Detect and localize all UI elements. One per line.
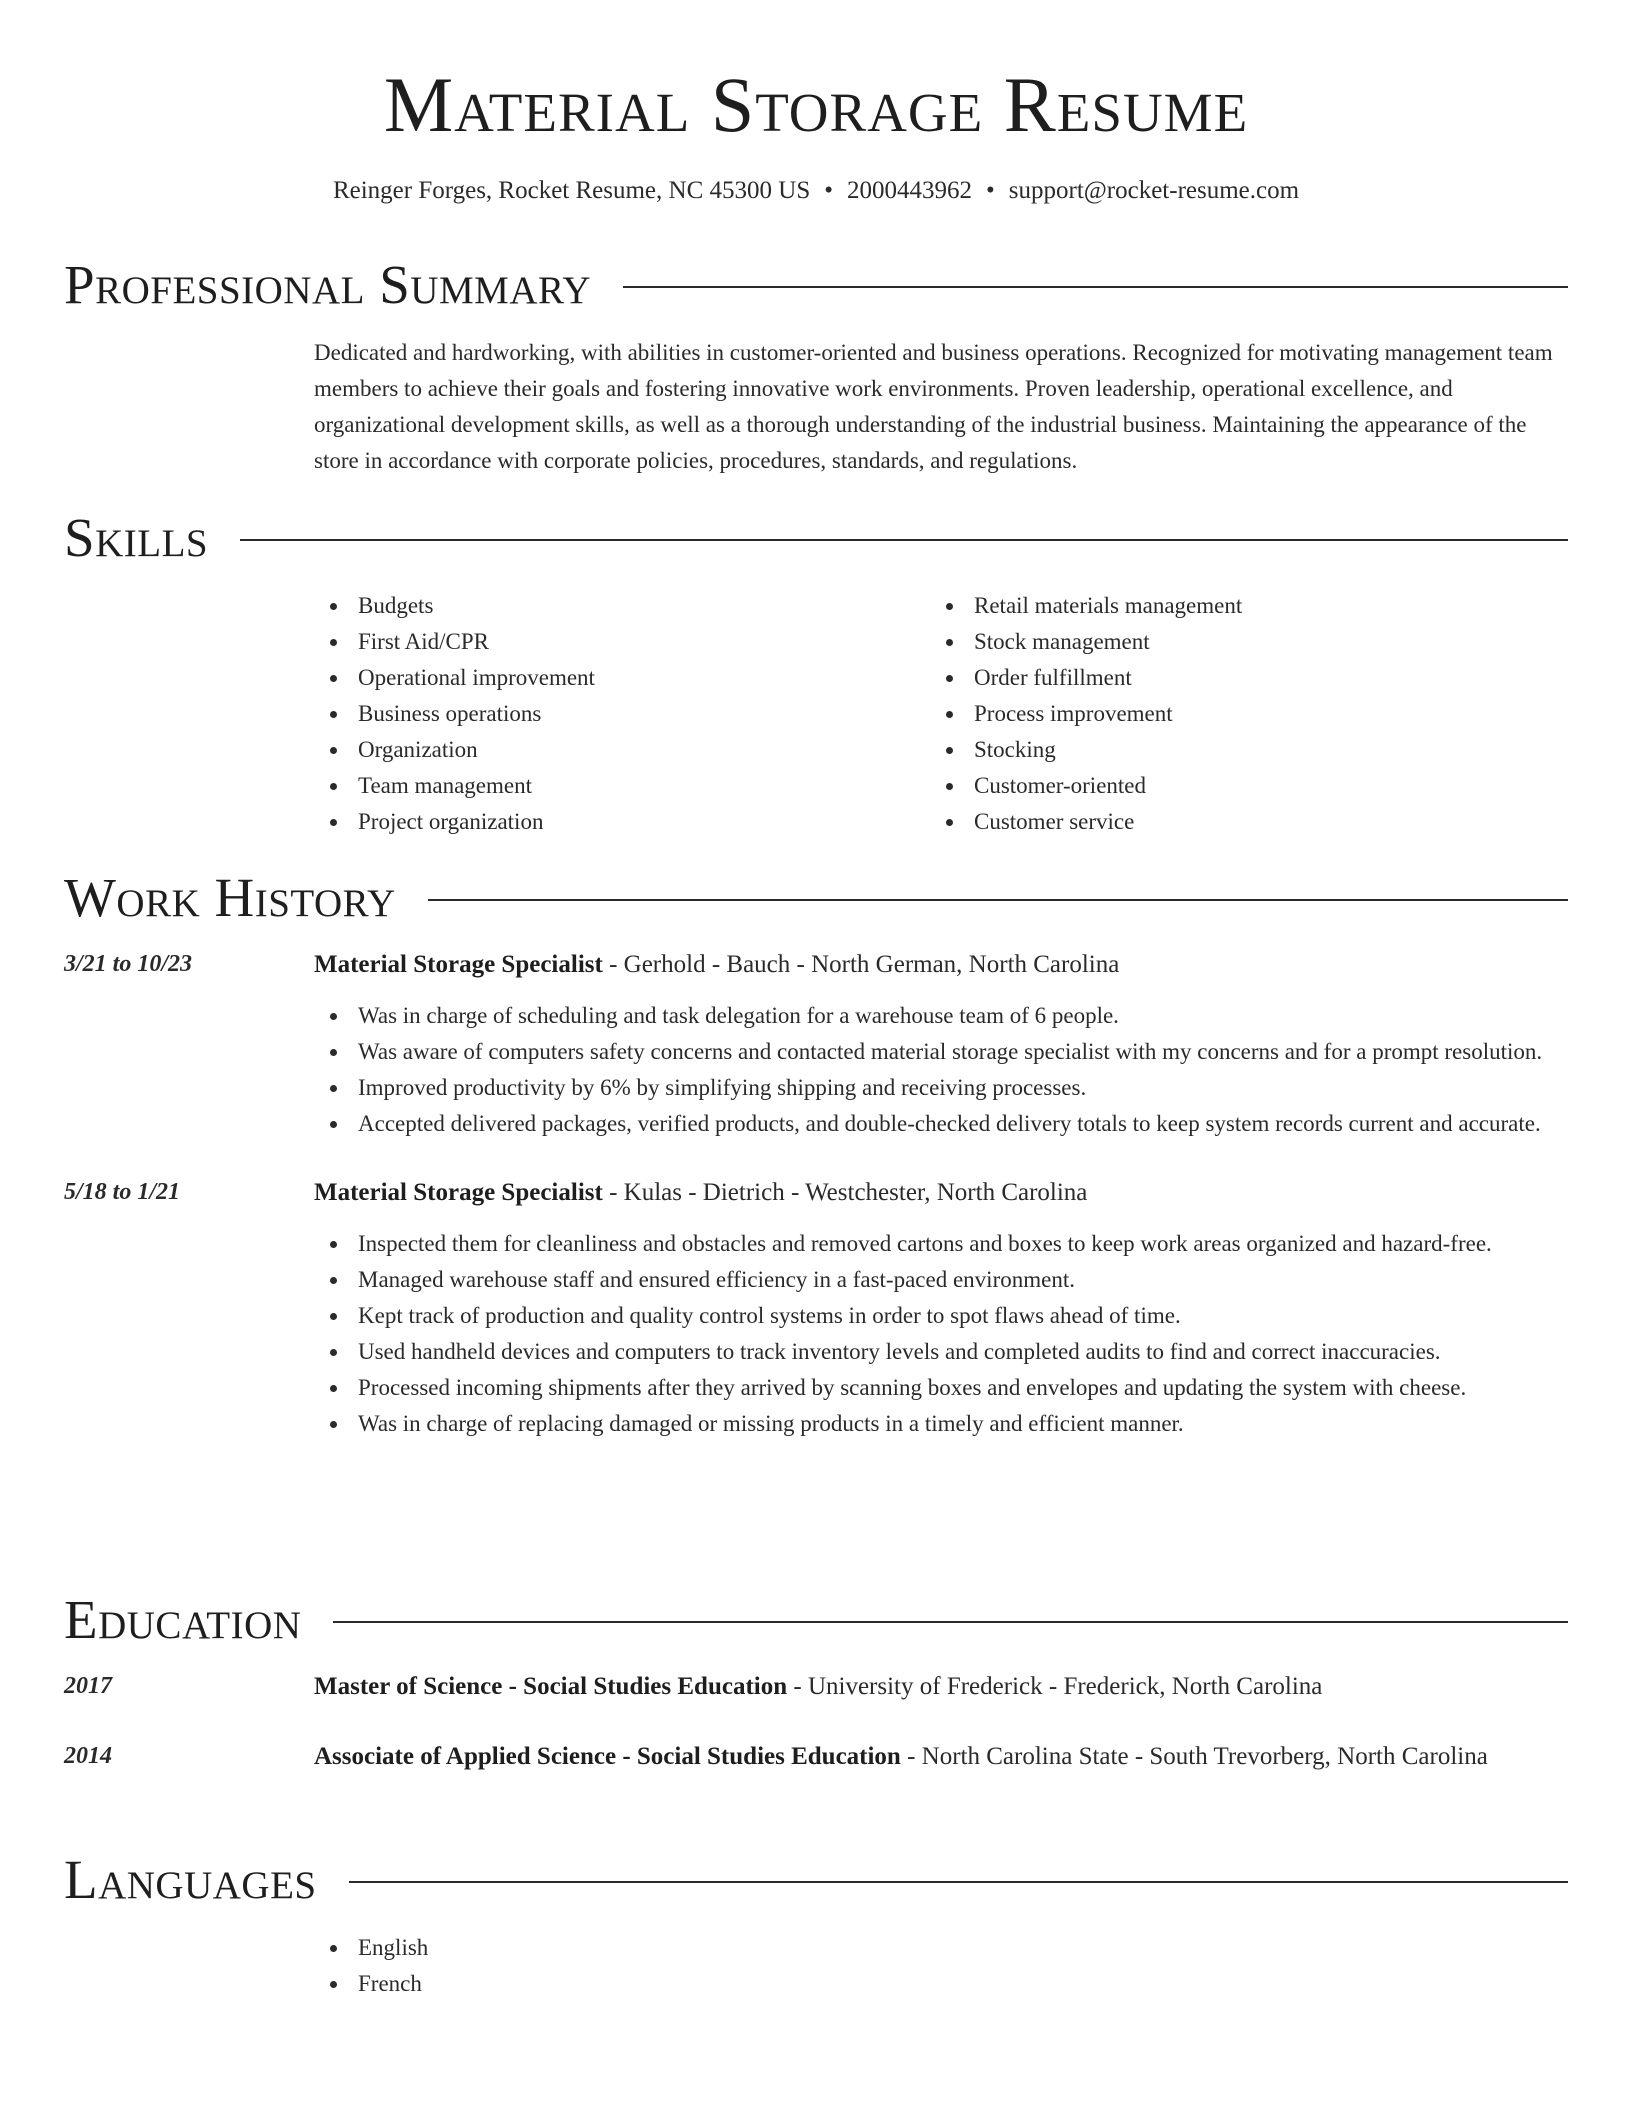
- contact-phone: 2000443962: [847, 177, 972, 204]
- languages-list: [314, 1930, 1568, 2002]
- skill-item: Business operations: [314, 696, 930, 732]
- job-bullet: Used handheld devices and computers to track inventory levels and completed audits to find and correct inaccuracies.: [314, 1334, 1568, 1370]
- work-header: [64, 866, 1568, 930]
- skill-item: Team management: [314, 768, 930, 804]
- work-title: Work History: [64, 867, 396, 928]
- education-degree: Master of Science - Social Studies Education: [314, 1673, 788, 1700]
- education-school: - North Carolina State - South Trevorberg, North Carolina: [900, 1743, 1488, 1770]
- job-headline: [314, 946, 1568, 984]
- job-bullet: Was in charge of scheduling and task delegation for a warehouse team of 6 people.: [314, 998, 1568, 1034]
- resume-title: Material Storage Resume: [383, 61, 1249, 148]
- languages-title: Languages: [64, 1849, 317, 1910]
- section-divider: [623, 286, 1568, 288]
- summary-title: Professional Summary: [64, 254, 592, 315]
- job-date: 5/18 to 1/21: [64, 1179, 181, 1205]
- skills-header: [64, 506, 1568, 570]
- job-bullet: Processed incoming shipments after they arrived by scanning boxes and envelopes and updating the system with cheese.: [314, 1370, 1568, 1406]
- skill-item: Customer service: [930, 804, 1546, 840]
- contact-separator: •: [986, 177, 995, 204]
- summary-header: [64, 253, 1568, 317]
- skills-title: Skills: [64, 507, 209, 568]
- summary-text: Dedicated and hardworking, with abilities in customer-oriented and business operations. Recognized for motivating management team members to achieve their goals and fostering innovative work environments. Proven leadership, operational excellence, and organizational development skills, as well as a thorough understanding of the industrial business. Maintaining the appearance of the store in accordance with corporate policies, procedures, standards, and regulations.: [314, 340, 1553, 473]
- skill-item: Retail materials management: [930, 588, 1546, 624]
- education-headline: [314, 1738, 1568, 1776]
- job-bullets: [314, 1226, 1568, 1442]
- job-bullet: Was in charge of replacing damaged or missing products in a timely and efficient manner.: [314, 1406, 1568, 1442]
- skills-columns: [314, 588, 1568, 840]
- education-entry: [64, 1738, 1568, 1776]
- job-bullet: Inspected them for cleanliness and obstacles and removed cartons and boxes to keep work areas organized and hazard-free.: [314, 1226, 1568, 1262]
- education-header: [64, 1588, 1568, 1652]
- job-date: 3/21 to 10/23: [64, 951, 193, 977]
- skill-item: Stocking: [930, 732, 1546, 768]
- skill-item: Customer-oriented: [930, 768, 1546, 804]
- work-section: [64, 866, 1568, 1442]
- summary-section: [64, 253, 1568, 479]
- skill-item: Stock management: [930, 624, 1546, 660]
- education-section: [64, 1588, 1568, 1776]
- section-divider: [240, 539, 1568, 541]
- job-headline: [314, 1174, 1568, 1212]
- skills-list-left: [314, 588, 930, 840]
- job-entry: [64, 946, 1568, 1142]
- job-entry: [64, 1174, 1568, 1442]
- contact-email: support@rocket-resume.com: [1008, 177, 1300, 204]
- education-date: 2014: [64, 1743, 112, 1769]
- contact-separator: •: [824, 177, 833, 204]
- job-role: Material Storage Specialist: [314, 1179, 603, 1206]
- job-bullet: Improved productivity by 6% by simplifying shipping and receiving processes.: [314, 1070, 1568, 1106]
- job-role: Material Storage Specialist: [314, 951, 603, 978]
- education-degree: Associate of Applied Science - Social Studies Education: [314, 1743, 901, 1770]
- skills-list-right: [930, 588, 1546, 840]
- section-divider: [349, 1881, 1568, 1883]
- education-headline: [314, 1668, 1568, 1706]
- skill-item: Project organization: [314, 804, 930, 840]
- language-item: French: [314, 1966, 1568, 2002]
- job-bullets: [314, 998, 1568, 1142]
- education-date: 2017: [64, 1673, 112, 1699]
- skill-item: Organization: [314, 732, 930, 768]
- skills-section: [64, 506, 1568, 840]
- job-bullet: Managed warehouse staff and ensured efficiency in a fast-paced environment.: [314, 1262, 1568, 1298]
- skill-item: Process improvement: [930, 696, 1546, 732]
- job-bullet: Was aware of computers safety concerns and contacted material storage specialist with my concerns and for a prompt resolution.: [314, 1034, 1568, 1070]
- education-title: Education: [64, 1589, 302, 1650]
- language-item: English: [314, 1930, 1568, 1966]
- job-employer: - Gerhold - Bauch - North German, North Carolina: [602, 951, 1120, 978]
- skill-item: Order fulfillment: [930, 660, 1546, 696]
- section-divider: [428, 899, 1568, 901]
- job-bullet: Kept track of production and quality control systems in order to spot flaws ahead of time.: [314, 1298, 1568, 1334]
- education-school: - University of Frederick - Frederick, North Carolina: [787, 1673, 1323, 1700]
- contact-line: [0, 176, 1632, 206]
- skill-item: Budgets: [314, 588, 930, 624]
- job-employer: - Kulas - Dietrich - Westchester, North Carolina: [602, 1179, 1088, 1206]
- languages-header: [64, 1848, 1568, 1912]
- languages-section: [64, 1848, 1568, 2002]
- job-content: [314, 946, 1568, 1142]
- skill-item: First Aid/CPR: [314, 624, 930, 660]
- skill-item: Operational improvement: [314, 660, 930, 696]
- job-content: [314, 1174, 1568, 1442]
- contact-address: Reinger Forges, Rocket Resume, NC 45300 US: [332, 177, 811, 204]
- section-divider: [333, 1621, 1568, 1623]
- job-bullet: Accepted delivered packages, verified products, and double-checked delivery totals to keep system records current and accurate.: [314, 1106, 1568, 1142]
- education-entry: [64, 1668, 1568, 1706]
